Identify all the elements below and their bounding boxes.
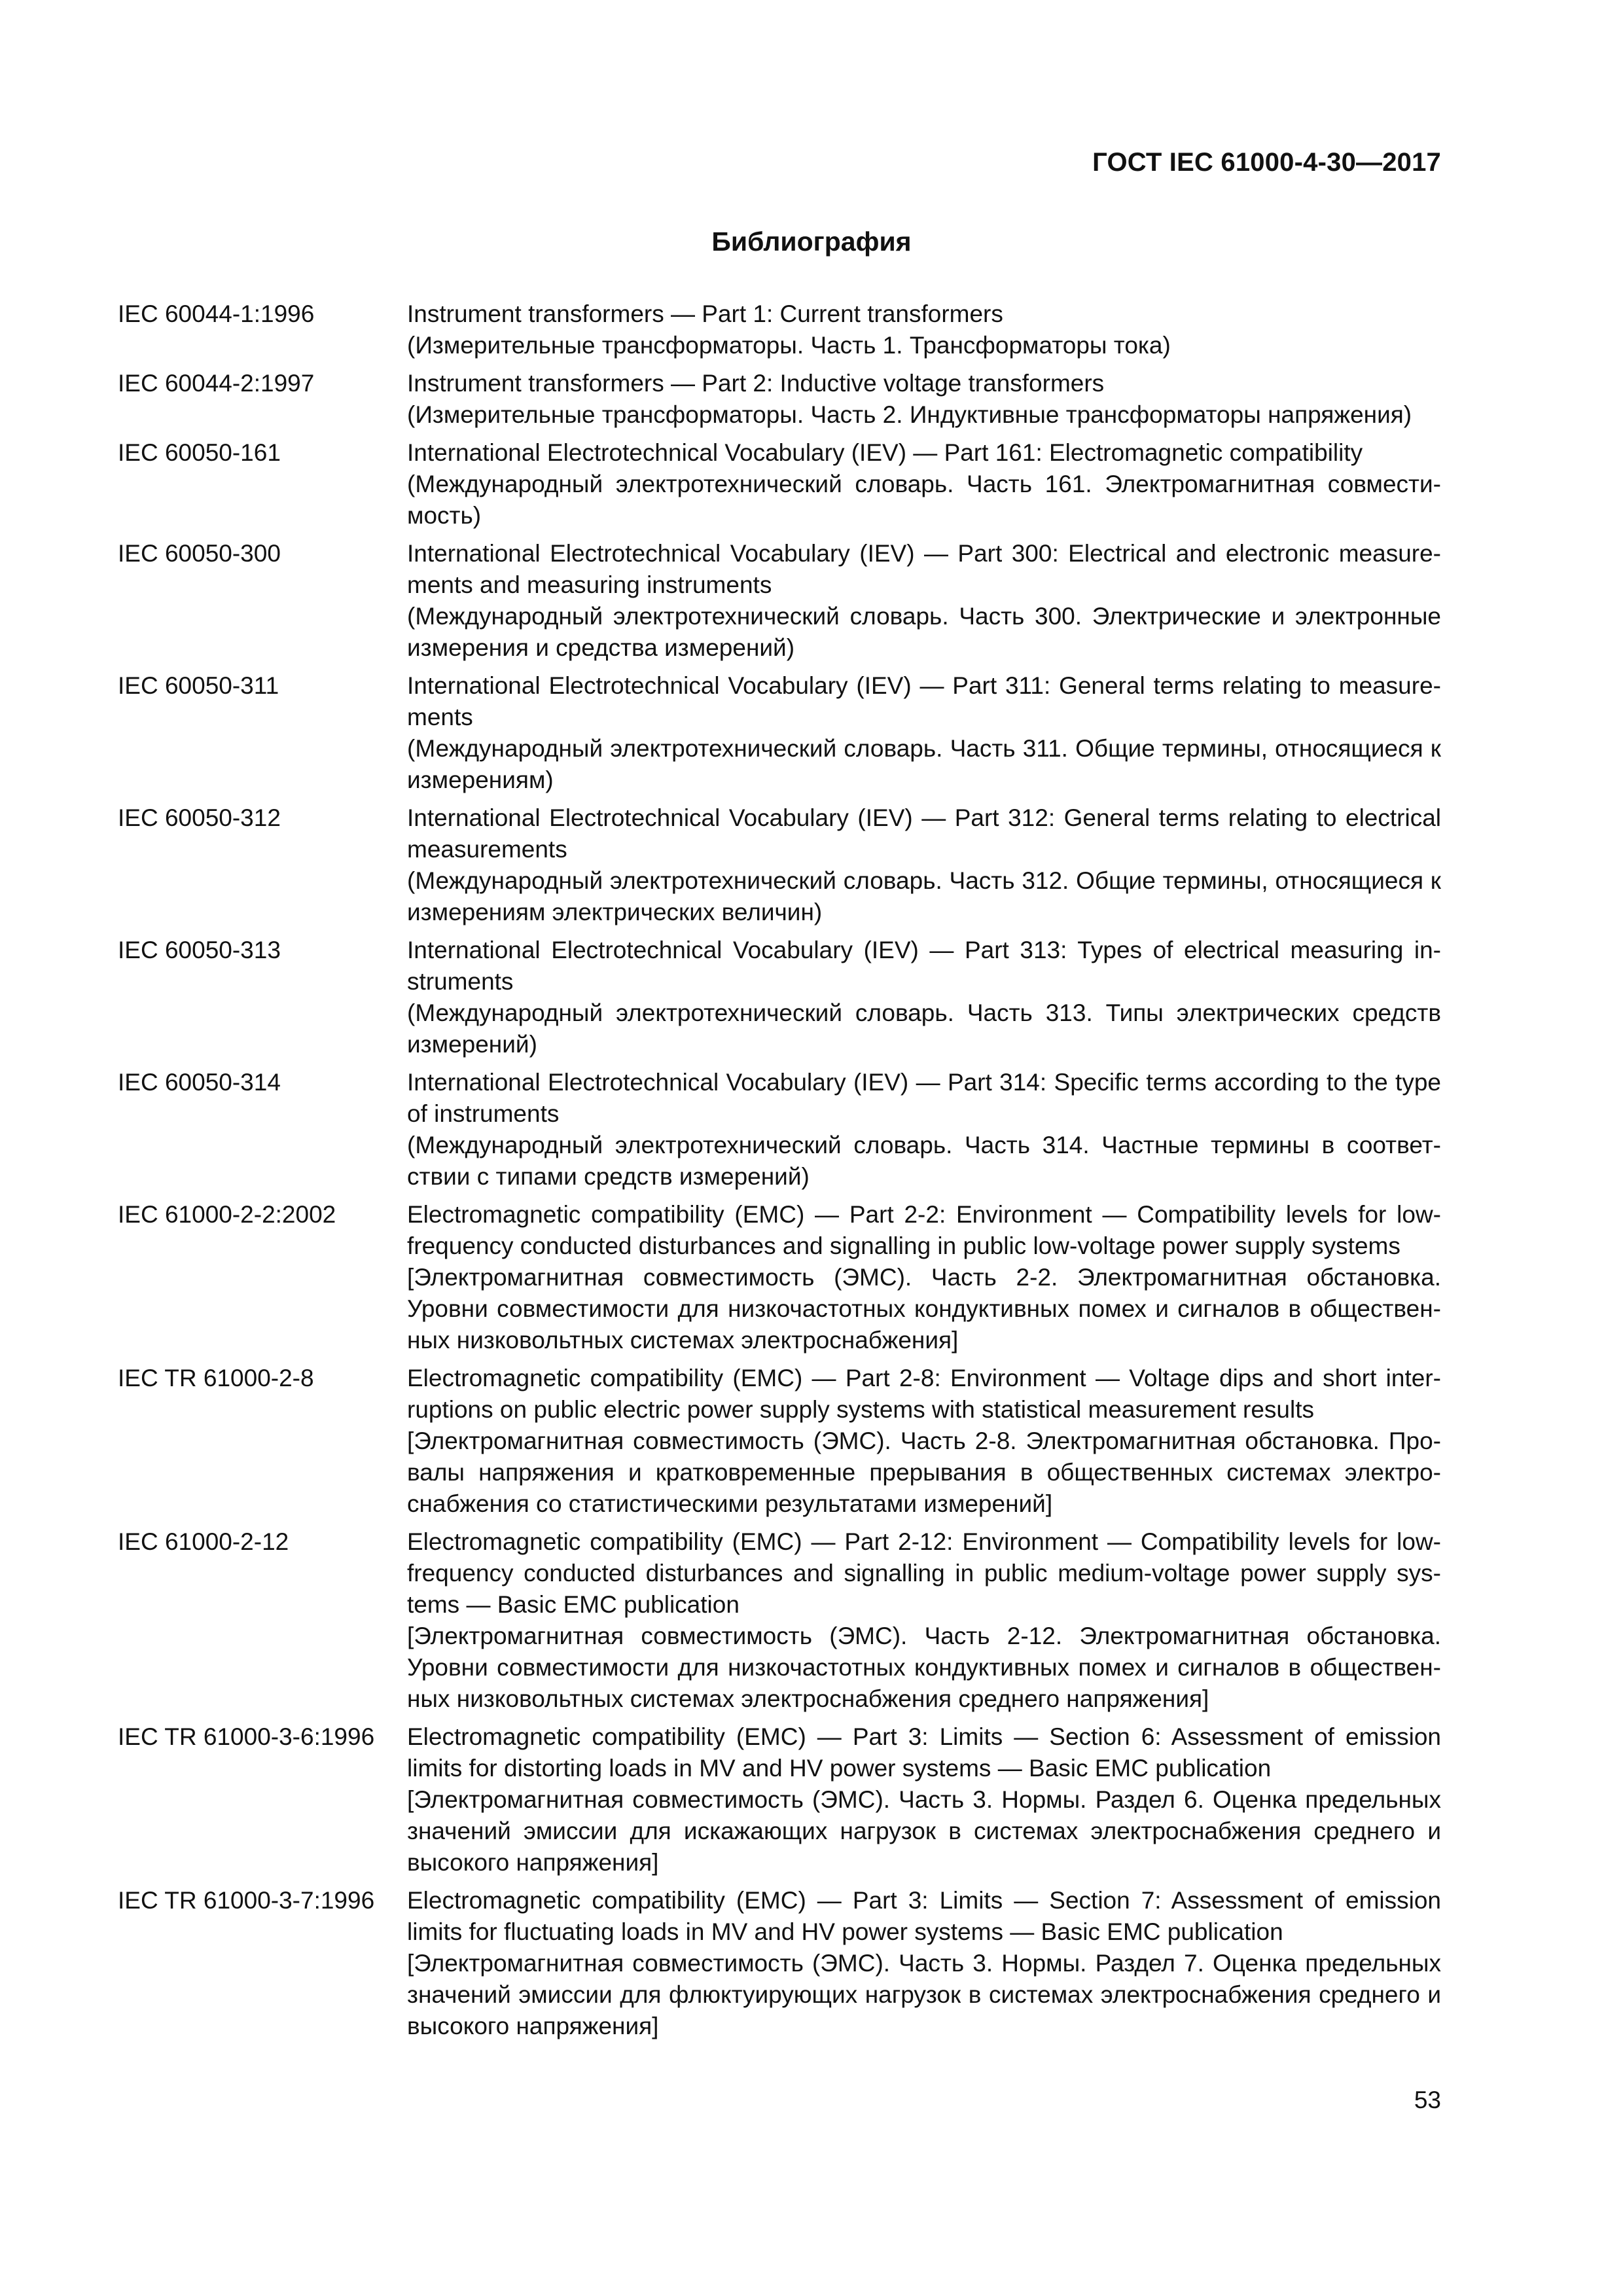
entry-title-ru: (Международный электротехнический словарь. Часть 314. Частные термины в соответствии с типами средств измерений) <box>407 1132 1441 1190</box>
bibliography-entry <box>118 1721 1441 1878</box>
bibliography-list <box>118 298 1441 2049</box>
bibliography-entry <box>118 1067 1441 1193</box>
entry-body <box>407 1199 1441 1356</box>
entry-body <box>407 1526 1441 1715</box>
entry-reference: IEC TR 61000-2-8 <box>118 1365 314 1391</box>
entry-title-en: Electromagnetic compatibility (EMC) — Part 3: Limits — Section 7: Assessment of emission limits for fluctuating loads in MV and HV power systems — Basic EMC publication <box>407 1887 1441 1945</box>
bibliography-entry <box>118 935 1441 1060</box>
page-number: 53 <box>1414 2087 1441 2113</box>
entry-body <box>407 1885 1441 2042</box>
entry-title-ru: [Электромагнитная совместимость (ЭМС). Часть 3. Нормы. Раздел 6. Оценка предельных значений эмиссии для искажающих нагрузок в системах электроснабжения среднего и высокого напряжения] <box>407 1786 1441 1876</box>
entry-title-ru: (Международный электротехнический словарь. Часть 300. Электрические и электронные измерения и средства измерений) <box>407 603 1441 661</box>
entry-title-ru: (Измерительные трансформаторы. Часть 2. Индуктивные трансформаторы напряжения) <box>407 401 1412 428</box>
entry-title-en: Electromagnetic compatibility (EMC) — Part 2-8: Environment — Voltage dips and short interruptions on public electric power supply systems with statistical measurement results <box>407 1365 1441 1423</box>
entry-reference: IEC 61000-2-12 <box>118 1528 289 1555</box>
bibliography-entry <box>118 670 1441 796</box>
entry-title-en: International Electrotechnical Vocabulary (IEV) — Part 300: Electrical and electronic measurements and measuring instruments <box>407 540 1441 598</box>
entry-title-en: International Electrotechnical Vocabulary (IEV) — Part 311: General terms relating to measurements <box>407 672 1441 730</box>
bibliography-entry <box>118 298 1441 361</box>
entry-title-ru: (Международный электротехнический словарь. Часть 311. Общие термины, относящиеся к измерениям) <box>407 735 1441 793</box>
entry-title-ru: [Электромагнитная совместимость (ЭМС). Часть 2-12. Электромагнитная обстановка. Уровни совместимости для низкочастотных кондуктивных помех и сигналов в общественных низковольтных системах электроснабжения среднего напряжения] <box>407 1623 1441 1712</box>
entry-body <box>407 1721 1441 1878</box>
entry-title-en: International Electrotechnical Vocabulary (IEV) — Part 312: General terms relating to electrical measurements <box>407 804 1441 863</box>
entry-body <box>407 670 1441 796</box>
entry-reference: IEC 60050-313 <box>118 937 281 963</box>
page-title: Библиография <box>711 226 912 257</box>
entry-reference: IEC 60044-2:1997 <box>118 370 315 397</box>
entry-body <box>407 802 1441 928</box>
entry-title-ru: (Измерительные трансформаторы. Часть 1. Трансформаторы тока) <box>407 332 1171 359</box>
entry-title-en: International Electrotechnical Vocabulary (IEV) — Part 161: Electromagnetic compatibility <box>407 439 1363 466</box>
bibliography-entry <box>118 437 1441 531</box>
entry-reference: IEC 60050-161 <box>118 439 281 466</box>
bibliography-entry <box>118 1885 1441 2042</box>
entry-reference: IEC 61000-2-2:2002 <box>118 1201 336 1228</box>
entry-title-ru: [Электромагнитная совместимость (ЭМС). Часть 2-8. Электромагнитная обстановка. Провалы напряжения и кратковременные прерывания в общественных системах электроснабжения со статистическими результатами измерений] <box>407 1427 1441 1517</box>
entry-reference: IEC 60050-312 <box>118 804 281 831</box>
entry-reference: IEC TR 61000-3-6:1996 <box>118 1723 375 1750</box>
entry-title-en: Electromagnetic compatibility (EMC) — Part 3: Limits — Section 6: Assessment of emission limits for distorting loads in MV and HV power systems — Basic EMC publication <box>407 1723 1441 1782</box>
entry-body <box>407 538 1441 664</box>
entry-body <box>407 437 1441 531</box>
entry-body <box>407 1067 1441 1193</box>
entry-title-en: International Electrotechnical Vocabulary (IEV) — Part 314: Specific terms according to the type of instruments <box>407 1069 1441 1127</box>
entry-title-ru: [Электромагнитная совместимость (ЭМС). Часть 3. Нормы. Раздел 7. Оценка предельных значений эмиссии для флюктуирующих нагрузок в системах электроснабжения среднего и высокого напряжения] <box>407 1950 1441 2039</box>
entry-body <box>407 368 1441 431</box>
standard-designation: ГОСТ IEC 61000-4-30—2017 <box>1092 148 1441 177</box>
bibliography-entry <box>118 802 1441 928</box>
entry-title-ru: [Электромагнитная совместимость (ЭМС). Часть 2-2. Электромагнитная обстановка. Уровни совместимости для низкочастотных кондуктивных помех и сигналов в общественных низковольтных системах электроснабжения] <box>407 1264 1441 1354</box>
bibliography-entry <box>118 538 1441 664</box>
entry-title-ru: (Международный электротехнический словарь. Часть 312. Общие термины, относящиеся к измерениям электрических величин) <box>407 867 1441 925</box>
entry-reference: IEC 60050-314 <box>118 1069 281 1096</box>
entry-title-en: Electromagnetic compatibility (EMC) — Part 2-2: Environment — Compatibility levels for low-frequency conducted disturbances and signalling in public low-voltage power supply systems <box>407 1201 1441 1259</box>
entry-reference: IEC TR 61000-3-7:1996 <box>118 1887 375 1914</box>
bibliography-entry <box>118 368 1441 431</box>
bibliography-entry <box>118 1363 1441 1520</box>
entry-reference: IEC 60050-300 <box>118 540 281 567</box>
entry-title-en: International Electrotechnical Vocabulary (IEV) — Part 313: Types of electrical measuring instruments <box>407 937 1441 995</box>
entry-title-en: Instrument transformers — Part 1: Current transformers <box>407 300 1003 327</box>
entry-title-ru: (Международный электротехнический словарь. Часть 161. Электромагнитная совместимость) <box>407 471 1441 529</box>
entry-body <box>407 935 1441 1060</box>
entry-title-en: Electromagnetic compatibility (EMC) — Part 2-12: Environment — Compatibility levels for low-frequency conducted disturbances and signalling in public medium-voltage power supply systems — Basic EMC publication <box>407 1528 1441 1618</box>
bibliography-entry <box>118 1199 1441 1356</box>
bibliography-entry <box>118 1526 1441 1715</box>
entry-title-en: Instrument transformers — Part 2: Inductive voltage transformers <box>407 370 1105 397</box>
entry-body <box>407 1363 1441 1520</box>
entry-title-ru: (Международный электротехнический словарь. Часть 313. Типы электрических средств измерений) <box>407 999 1441 1058</box>
entry-body <box>407 298 1441 361</box>
entry-reference: IEC 60050-311 <box>118 672 279 699</box>
entry-reference: IEC 60044-1:1996 <box>118 300 315 327</box>
